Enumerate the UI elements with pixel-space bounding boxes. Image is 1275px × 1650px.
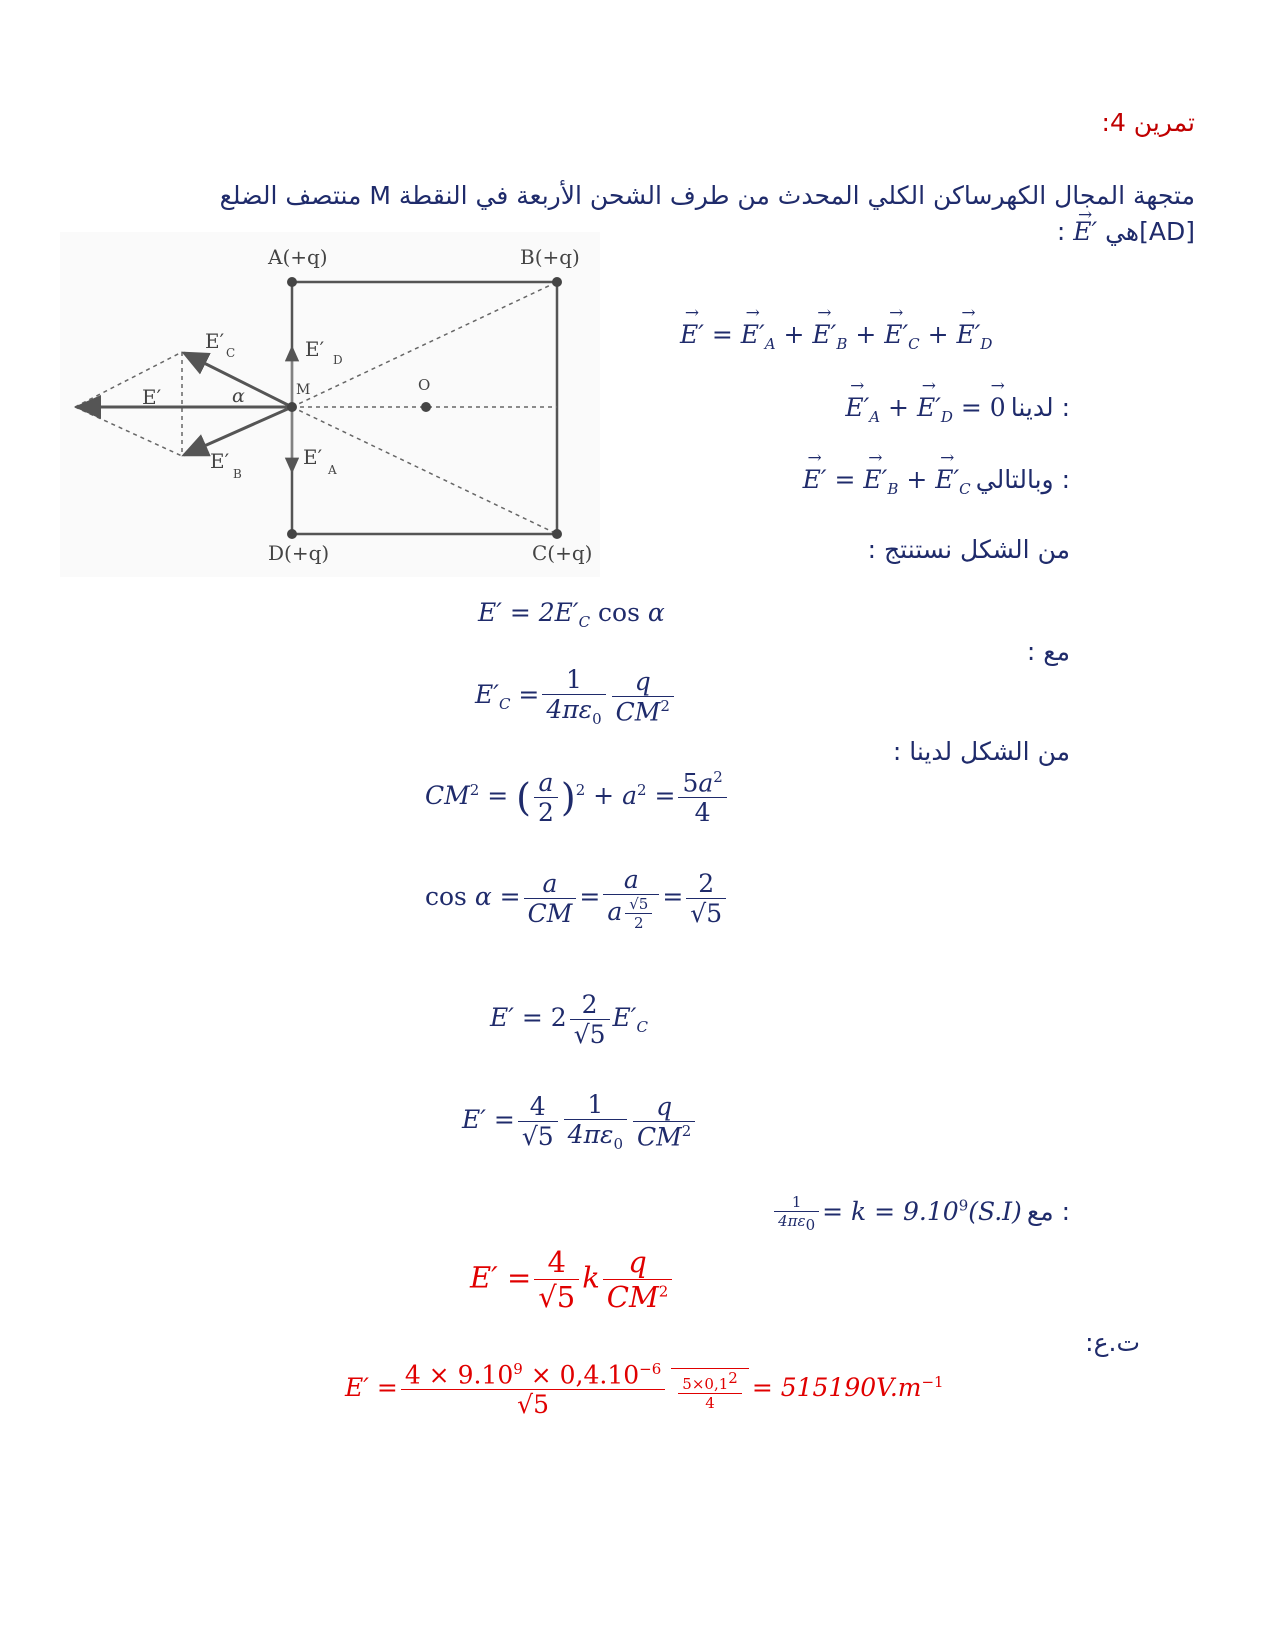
label-ec: E′ [205,329,225,353]
eq-e-cos: $E' = 2E'_C$ cos α [478,598,665,631]
label-ladayna: لدينا : [1010,393,1070,422]
eq-e-2: E′ = 2 $\frac{2}{√5}$ $E'_C$ [490,990,648,1049]
label-from-figure-deduce: من الشكل نستنتج : [867,535,1070,564]
label-ea: E′ [303,445,323,469]
eq-cm2: $CM^2$ = ( $\frac{a}{2}$ )$^2 + a^2$ = $\frac{5a^2}{4}$ [425,768,730,827]
label-with-1: مع : [1026,637,1070,666]
label-c: C(+q) [532,541,593,565]
eq-numeric-result: E′ = $\frac{4 \times 9.10^9 \times 0,4.10^{-6}}{√5}$ $\frac{5\times 0,12}{4}$ = $515190V.m^{-1}$ [345,1360,944,1420]
label-m: M [296,382,311,398]
exercise-title: تمرين 4: [1101,108,1195,137]
eq-e-3: E′ = $\frac{4}{√5}$ $\frac{1}{4\pi\varepsilon_0}$ $\frac{q}{CM^2}$ [462,1090,698,1153]
label-alpha: α [232,385,245,407]
label-numerical: ت.ع: [1085,1328,1140,1357]
label-ed: E′ [305,337,325,361]
label-with-2: مع : [1026,1197,1070,1226]
svg-text:B: B [233,467,242,481]
charges-figure [60,232,600,577]
label-wabittali: وبالتالي : [975,465,1070,494]
eq-cos-alpha: cos α = $\frac{a}{CM}$ = a a $\frac{√5}{2}$ = $\frac{2}{√5}$ [425,865,729,932]
label-d: D(+q) [268,541,330,565]
label-b: B(+q) [520,245,580,269]
row-wabittali: → E′ = → $E'_B$ + → $E'_C$ وبالتالي : [803,465,1070,498]
label-e: E′ [142,385,162,409]
intro-line-1: متجهة المجال الكهرساكن الكلي المحدث من طرف الشحن الأربعة في النقطة M منتصف الضلع [219,181,1195,210]
row-ladayna: → $E'_A$ + → $E'_D$ = → 0 لدينا : [845,393,1070,426]
svg-text:C: C [226,346,236,360]
intro-line-2-suffix: : [1056,217,1066,246]
label-a: A(+q) [268,245,328,269]
intro-line-2: [AD]هي → E′ : [75,214,1195,250]
eq-sum-vectors: → E′ = → $E'_A$ + → $E'_B$ + → $E'_C$ + → $E'_D$ [680,320,992,353]
svg-text:D: D [333,353,343,367]
svg-text:A: A [328,463,337,477]
intro-line-2-prefix: [AD]هي [1105,217,1195,246]
row-k-value: $\frac{1}{4\pi\varepsilon 0}$ = $k = 9.10^9(S.I)$ مع : [771,1193,1070,1234]
eq-ec: $E'_C$ = $\frac{1}{4\pi\varepsilon_0}$ $\frac{q}{CM^2}$ [475,665,677,728]
label-eb: E′ [210,449,230,473]
eq-result-formula: E′ = $\frac{4}{√5}$ k $\frac{q}{CM^2}$ [470,1245,675,1314]
label-o: O [418,376,431,394]
label-from-figure-we-have: من الشكل لدينا : [892,737,1070,766]
